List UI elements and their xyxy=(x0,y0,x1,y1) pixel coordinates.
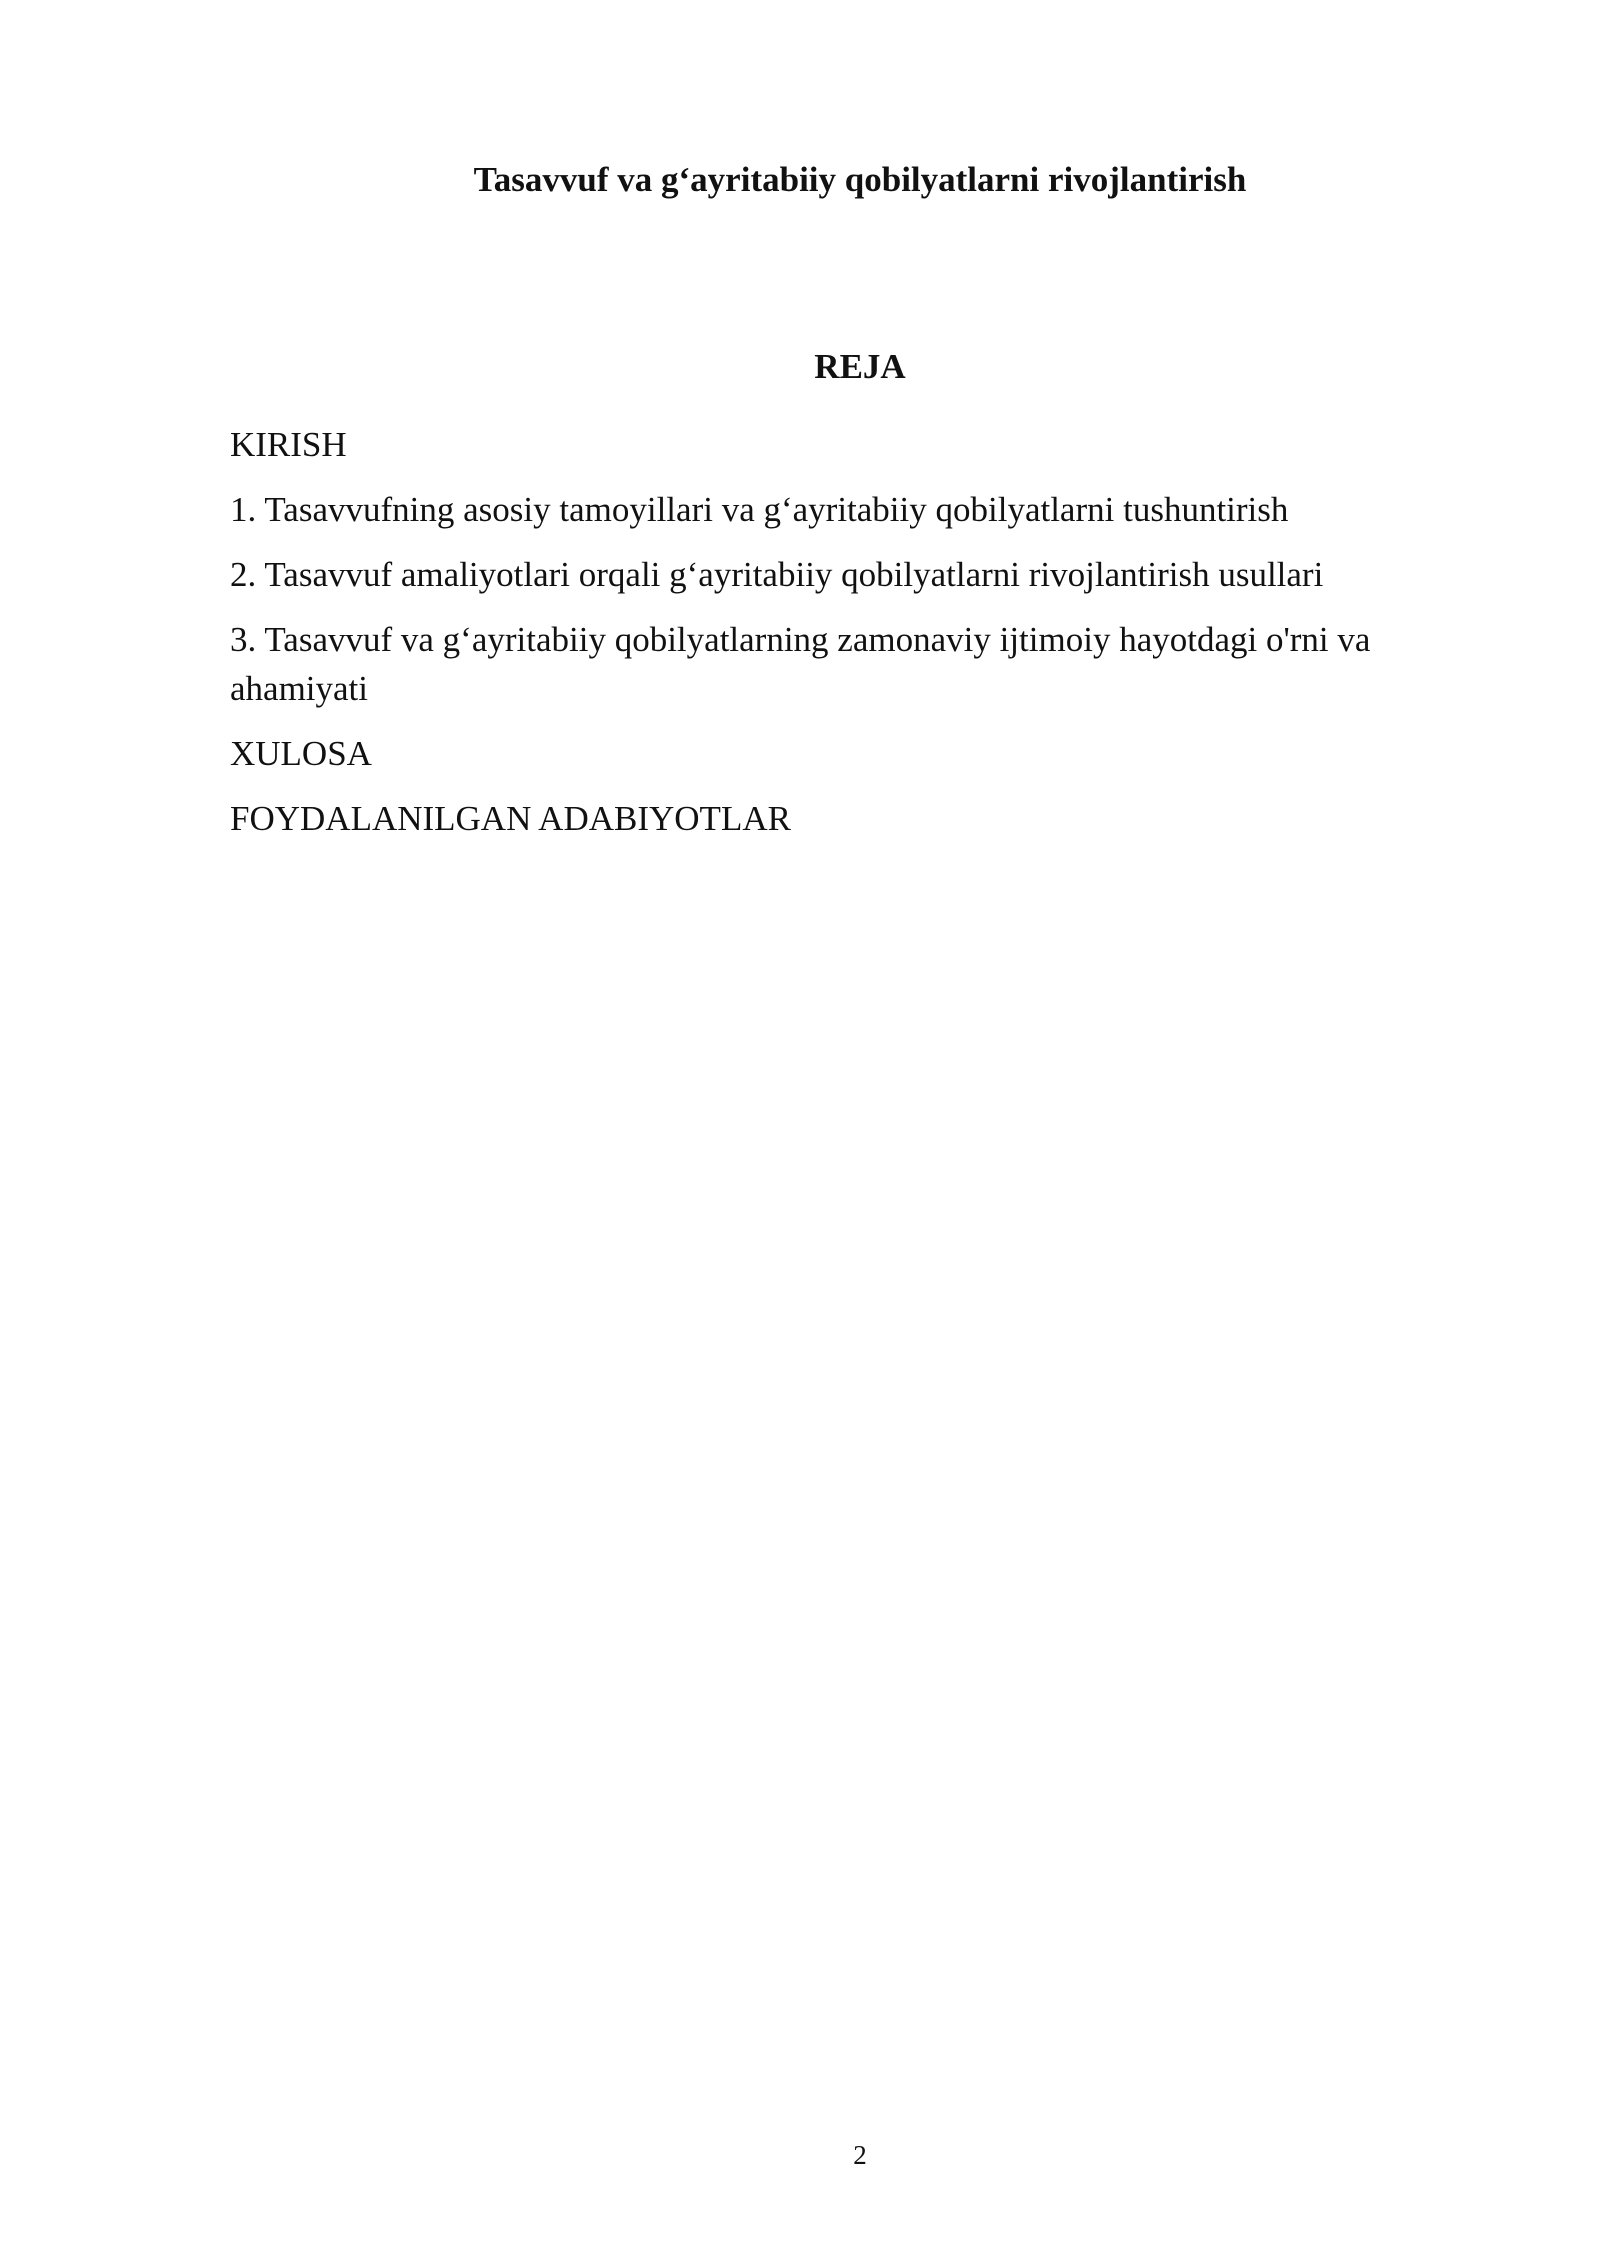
page-number: 2 xyxy=(853,2140,867,2170)
plan-item-3: 3. Tasavvuf va g‘ayritabiiy qobilyatlarning zamonaviy ijtimoiy hayotdagi o'rni va ahamiyati xyxy=(230,620,1371,708)
plan-item-references: FOYDALANILGAN ADABIYOTLAR xyxy=(230,799,791,838)
plan-item-2: 2. Tasavvuf amaliyotlari orqali g‘ayritabiiy qobilyatlarni rivojlantirish usullari xyxy=(230,555,1324,594)
plan-item-introduction: KIRISH xyxy=(230,425,347,464)
document-title: Tasavvuf va g‘ayritabiiy qobilyatlarni rivojlantirish xyxy=(473,160,1247,199)
plan-item-1: 1. Tasavvufning asosiy tamoyillari va g‘ayritabiiy qobilyatlarni tushuntirish xyxy=(230,490,1289,529)
plan-heading: REJA xyxy=(814,347,906,386)
plan-list xyxy=(230,420,1480,859)
plan-item-conclusion: XULOSA xyxy=(230,734,372,773)
